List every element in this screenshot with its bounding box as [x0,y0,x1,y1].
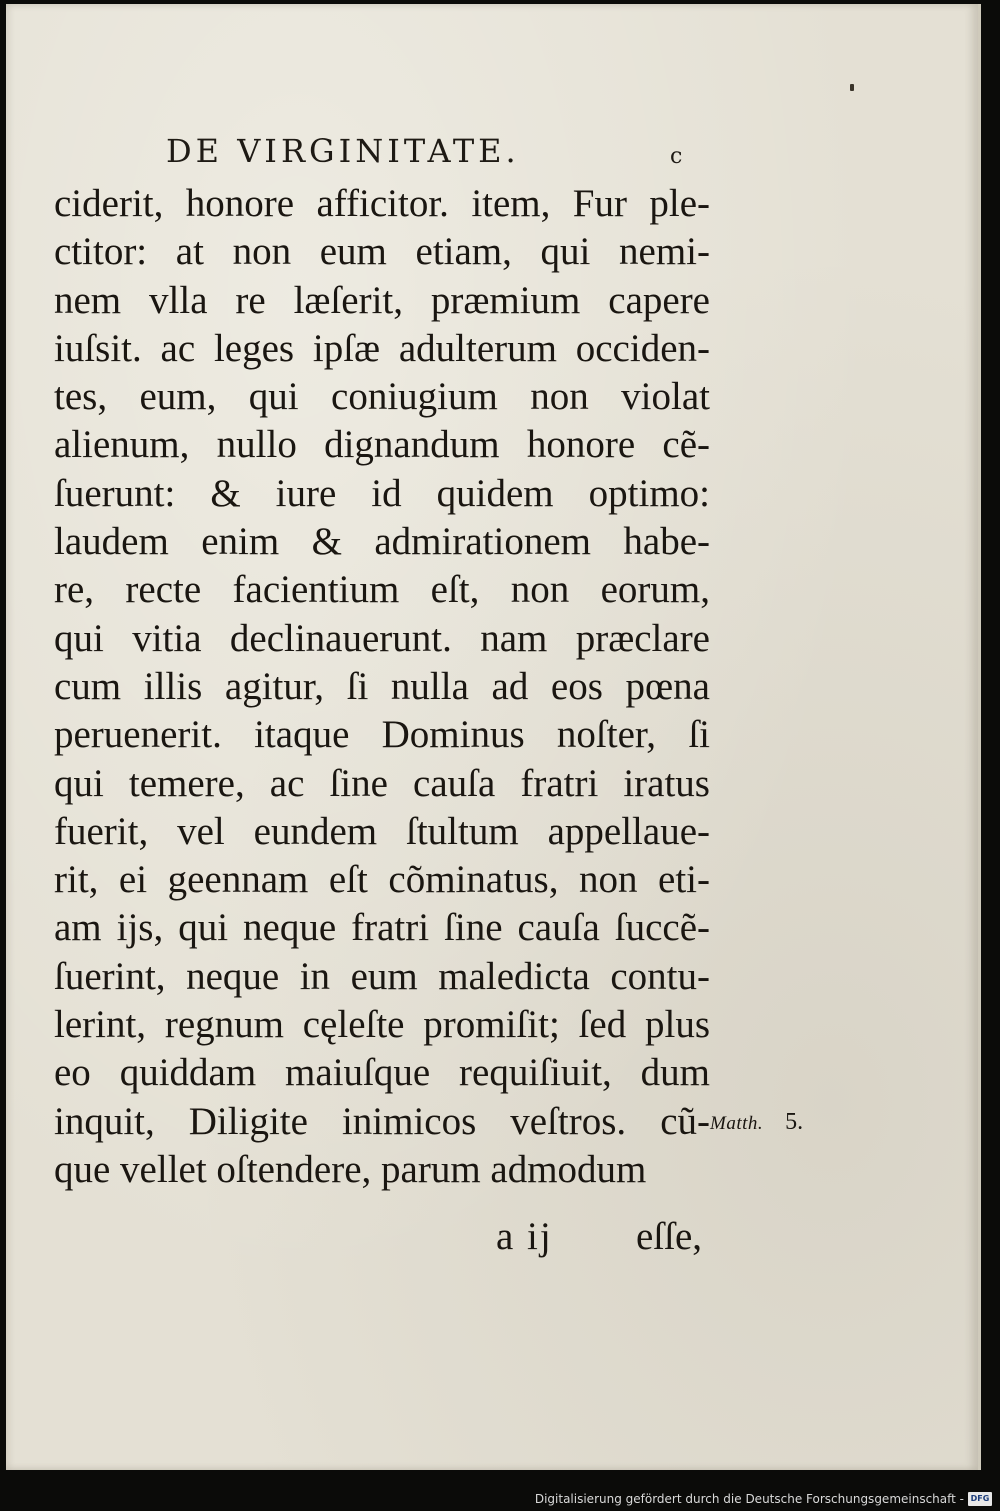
text-line-8: laudem enim & admirationem habe- [54,520,710,564]
digitization-credit: Digitalisierung gefördert durch die Deutsche Forschungsgemeinschaft - [534,1492,964,1506]
text-line-2: ctitor: at non eum etiam, qui nemi- [54,230,710,274]
margin-note [710,1109,803,1136]
text-line-21: que vellet oſtendere, parum admodum [54,1147,647,1191]
margin-note-book: Matth. [710,1113,764,1134]
text-line-9: re, recte facientium eſt, non eorum, [54,568,710,612]
text-line-17: ſuerint, neque in eum maledicta contu- [54,954,710,998]
running-head: DE VIRGINITATE. [166,132,520,170]
text-line-3: nem vlla re læſerit, præmium capere [54,278,710,322]
text-line-15: rit, ei geennam eſt cõminatus, non eti- [54,858,710,902]
text-line-6: alienum, nullo dignandum honore cẽ- [54,423,710,467]
text-line-1: ciderit, honore afficitor. item, Fur ple- [54,182,710,225]
text-line-7: ſuerunt: & iure id quidem optimo: [54,471,710,515]
page-footer [468,1202,708,1258]
signature-mark: a ij [496,1215,553,1258]
text-line-12: peruenerit. itaque Dominus noſter, ſi [54,713,710,757]
text-block [54,180,710,1194]
text-line-5: tes, eum, qui coniugium non violat [54,375,710,419]
catchword: eſſe, [636,1215,703,1258]
text-line-20: inquit, Diligite inimicos veſtros. cũ- [54,1099,710,1143]
text-line-4: iuſsit. ac leges ipſæ adulterum occiden- [54,326,710,370]
dfg-logo: DFG [968,1492,992,1506]
text-line-16: am ijs, qui neque fratri ſine cauſa ſuccẽ- [54,906,710,950]
text-line-11: cum illis agitur, ſi nulla ad eos pœna [54,664,710,708]
text-line-19: eo quiddam maiuſque requiſiuit, dum [54,1051,710,1095]
text-line-13: qui temere, ac ſine cauſa fratri iratus [54,761,710,805]
book-page [6,4,981,1470]
text-line-18: lerint, regnum cęleſte promiſit; ſed plus [54,1003,710,1047]
text-line-10: qui vitia declinauerunt. nam præclare [54,616,710,660]
margin-note-chapter: 5. [785,1109,804,1135]
text-line-14: fuerit, vel eundem ſtultum appellaue- [54,809,710,853]
head-mark: c [670,144,683,169]
page-speck [850,84,854,91]
